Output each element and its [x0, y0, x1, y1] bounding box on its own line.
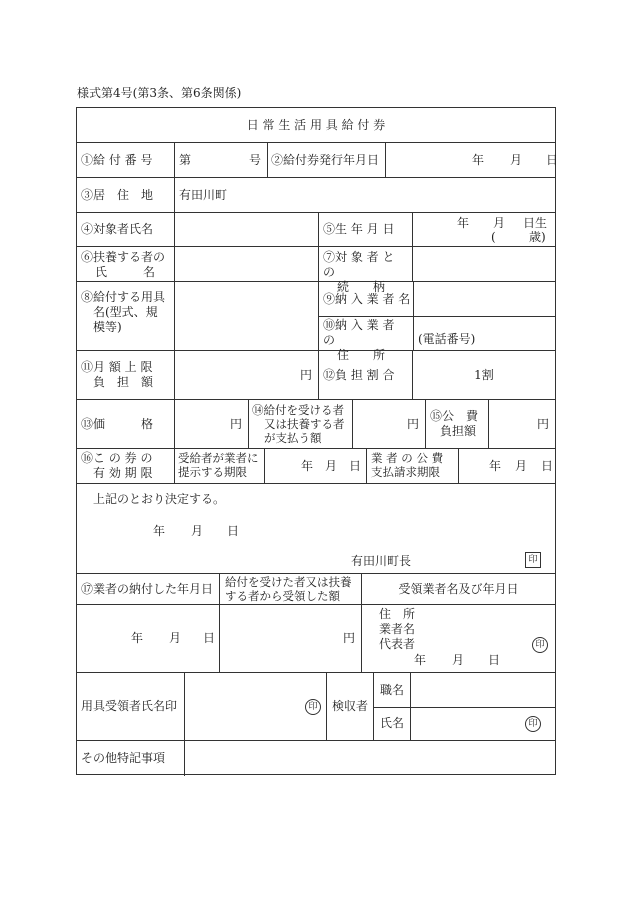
claim-label-line1: 業 者 の 公 費 — [371, 451, 444, 465]
vendor-address-label-line2: 住 所 — [337, 348, 386, 362]
inspector-block — [373, 673, 555, 740]
payer-label-line2: 又は扶養する者 — [264, 417, 345, 431]
public-label — [425, 400, 488, 448]
received-amount-cell[interactable] — [219, 605, 361, 672]
address-row — [77, 178, 555, 213]
delivery-header-row — [77, 574, 555, 605]
day-unit: 日 — [227, 524, 240, 538]
birth-label: ⑤生 年 月 日 — [318, 213, 412, 246]
limit-label — [77, 351, 174, 399]
supporter-name-cell[interactable] — [174, 247, 318, 281]
year-unit: 年 — [472, 152, 485, 167]
birth-suffix: 日生 — [523, 216, 548, 230]
present-deadline-label — [174, 449, 264, 483]
inspector-name-row — [374, 707, 555, 740]
mayor-seal-icon: 印 — [525, 552, 541, 568]
decision-text: 上記のとおり決定する。 — [93, 492, 226, 506]
inspector-post-row — [374, 673, 555, 708]
post-label: 職名 — [380, 682, 405, 697]
price-label: ⑬価 格 — [81, 416, 154, 431]
price-amount[interactable] — [174, 400, 248, 448]
relation-cell[interactable] — [412, 247, 555, 281]
limit-row — [77, 351, 555, 400]
number-prefix: 第 — [179, 152, 192, 167]
age-close: 歳) — [529, 230, 546, 244]
receipt-cell[interactable] — [361, 605, 555, 672]
name-cell[interactable] — [410, 707, 555, 740]
payer-label — [248, 400, 352, 448]
issue-date-cell[interactable] — [385, 143, 559, 177]
month-unit: 月 — [191, 524, 204, 538]
business-name-label: 業者名 — [379, 622, 416, 636]
month-unit: 月 — [325, 459, 338, 473]
number-cell[interactable] — [174, 143, 267, 177]
day-unit: 日 — [546, 152, 559, 167]
receiver-seal-icon: 印 — [305, 699, 321, 715]
claim-deadline-cell[interactable] — [458, 449, 555, 483]
birth-cell[interactable] — [412, 213, 555, 246]
public-label-line2: 負担額 — [440, 424, 477, 438]
relation-label — [318, 247, 412, 294]
post-cell[interactable] — [410, 673, 555, 707]
vendor-address-label — [319, 316, 413, 362]
number-row — [77, 143, 559, 178]
supporter-label — [77, 247, 174, 281]
address-label: ③居 住 地 — [81, 187, 154, 202]
yen-unit: 円 — [342, 631, 355, 645]
delivery-date-cell[interactable] — [77, 605, 219, 672]
delivery-values-row — [77, 605, 555, 673]
supporter-label-line2: 氏 名 — [95, 265, 156, 279]
name-label: 氏名 — [380, 716, 405, 730]
vendor-address-cell[interactable] — [413, 316, 555, 350]
item-label-line1: ⑧給付する用具 — [81, 290, 166, 304]
year-unit: 年 — [457, 216, 470, 230]
payer-label-line1: ⑭給付を受ける者 — [252, 403, 344, 417]
payer-amount[interactable] — [352, 400, 425, 448]
present-label-line1: 受給者が業者に — [178, 451, 259, 465]
item-label — [77, 282, 174, 350]
month-unit: 月 — [452, 653, 465, 667]
vendor-name-cell[interactable] — [413, 282, 555, 316]
item-label-line3: 模等) — [93, 320, 122, 334]
receiver-row — [77, 673, 555, 741]
title-row — [77, 108, 555, 143]
vendor-address-label-line1: ⑩納 入 業 者 の — [323, 318, 395, 347]
year-unit: 年 — [489, 459, 502, 473]
receiver-label: 用具受領者氏名印 — [81, 699, 178, 713]
year-unit: 年 — [153, 524, 166, 538]
yen-unit: 円 — [536, 416, 549, 431]
receiver-cell[interactable] — [184, 673, 326, 740]
subject-row — [77, 213, 555, 247]
limit-label-line2: 負 担 額 — [93, 375, 154, 389]
delivery-date-label: ⑰業者の納付した年月日 — [81, 581, 214, 596]
day-unit: 日 — [203, 631, 216, 645]
public-amount[interactable] — [488, 400, 555, 448]
issue-date-label: ②給付券発行年月日 — [267, 143, 385, 177]
vendor-name-label: ⑨納 入 業 者 名 — [323, 291, 411, 306]
subject-label: ④対象者氏名 — [81, 222, 154, 236]
month-unit: 月 — [510, 152, 523, 167]
day-unit: 日 — [488, 653, 501, 667]
price-row — [77, 400, 555, 449]
receipt-label: 受領業者名及び年月日 — [361, 574, 555, 604]
number-suffix: 号 — [248, 152, 261, 167]
month-unit: 月 — [515, 459, 528, 473]
inspector-label: 検収者 — [326, 673, 373, 740]
form-title: 日 常 生 活 用 具 給 付 券 — [246, 117, 386, 132]
business-rep-label: 代表者 — [379, 637, 416, 651]
item-cell[interactable] — [174, 282, 318, 350]
present-deadline-cell[interactable] — [264, 449, 366, 483]
claim-deadline-label — [366, 449, 458, 483]
remarks-label: その他特記事項 — [81, 751, 166, 765]
address-value[interactable]: 有田川町 — [174, 178, 555, 212]
age-open: ( — [491, 230, 496, 244]
phone-label: (電話番号) — [418, 332, 476, 346]
received-label-line1: 給付を受けた者又は扶養 — [225, 575, 352, 589]
supporter-label-line1: ⑥扶養する者の — [81, 250, 166, 264]
decision-row — [77, 484, 555, 574]
present-label-line2: 提示する期限 — [178, 465, 247, 479]
remarks-cell[interactable] — [184, 741, 555, 776]
number-label: ①給 付 番 号 — [81, 152, 153, 167]
limit-label-line1: ⑪月 額 上 限 — [81, 360, 153, 374]
month-unit: 月 — [169, 631, 182, 645]
day-unit: 日 — [349, 459, 362, 473]
relation-label-line1: ⑦対 象 者 と の — [323, 250, 395, 279]
ratio-value[interactable]: 1割 — [412, 351, 555, 399]
payer-label-line3: が支払う額 — [264, 431, 322, 445]
vendor-block — [318, 282, 555, 362]
benefit-voucher-form — [76, 107, 559, 775]
vendor-name-row — [319, 282, 555, 317]
yen-unit: 円 — [299, 367, 312, 382]
validity-label — [77, 449, 174, 483]
yen-unit: 円 — [229, 416, 242, 431]
yen-unit: 円 — [406, 416, 419, 431]
day-unit: 日 — [541, 459, 554, 473]
business-seal-icon: 印 — [532, 637, 548, 653]
month-unit: 月 — [493, 216, 506, 230]
supporter-row — [77, 247, 555, 294]
ratio-label: ⑫負 担 割 合 — [318, 351, 412, 399]
year-unit: 年 — [301, 459, 314, 473]
item-vendor-row — [77, 282, 555, 362]
relation-label-line2: 続 柄 — [337, 280, 386, 294]
year-unit: 年 — [414, 653, 427, 667]
year-unit: 年 — [131, 631, 144, 645]
claim-label-line2: 支払請求期限 — [371, 465, 440, 479]
validity-row — [77, 449, 555, 484]
form-header: 様式第4号(第3条、第6条関係) — [77, 86, 242, 100]
validity-label-line2: 有 効 期 限 — [93, 466, 153, 480]
received-label-line2: する者から受領した額 — [225, 589, 340, 603]
business-address-label: 住 所 — [379, 607, 416, 621]
item-label-line2: 名(型式、規 — [93, 305, 158, 319]
subject-name-cell[interactable] — [174, 213, 318, 246]
inspector-seal-icon: 印 — [525, 716, 541, 732]
vendor-address-row — [319, 316, 555, 362]
mayor-name: 有田川町長 — [351, 554, 412, 568]
limit-amount[interactable] — [174, 351, 318, 399]
validity-label-line1: ⑯こ の 券 の — [81, 451, 153, 465]
remarks-row — [77, 741, 555, 776]
received-amount-label — [219, 574, 361, 604]
public-label-line1: ⑮公 費 — [430, 409, 479, 423]
